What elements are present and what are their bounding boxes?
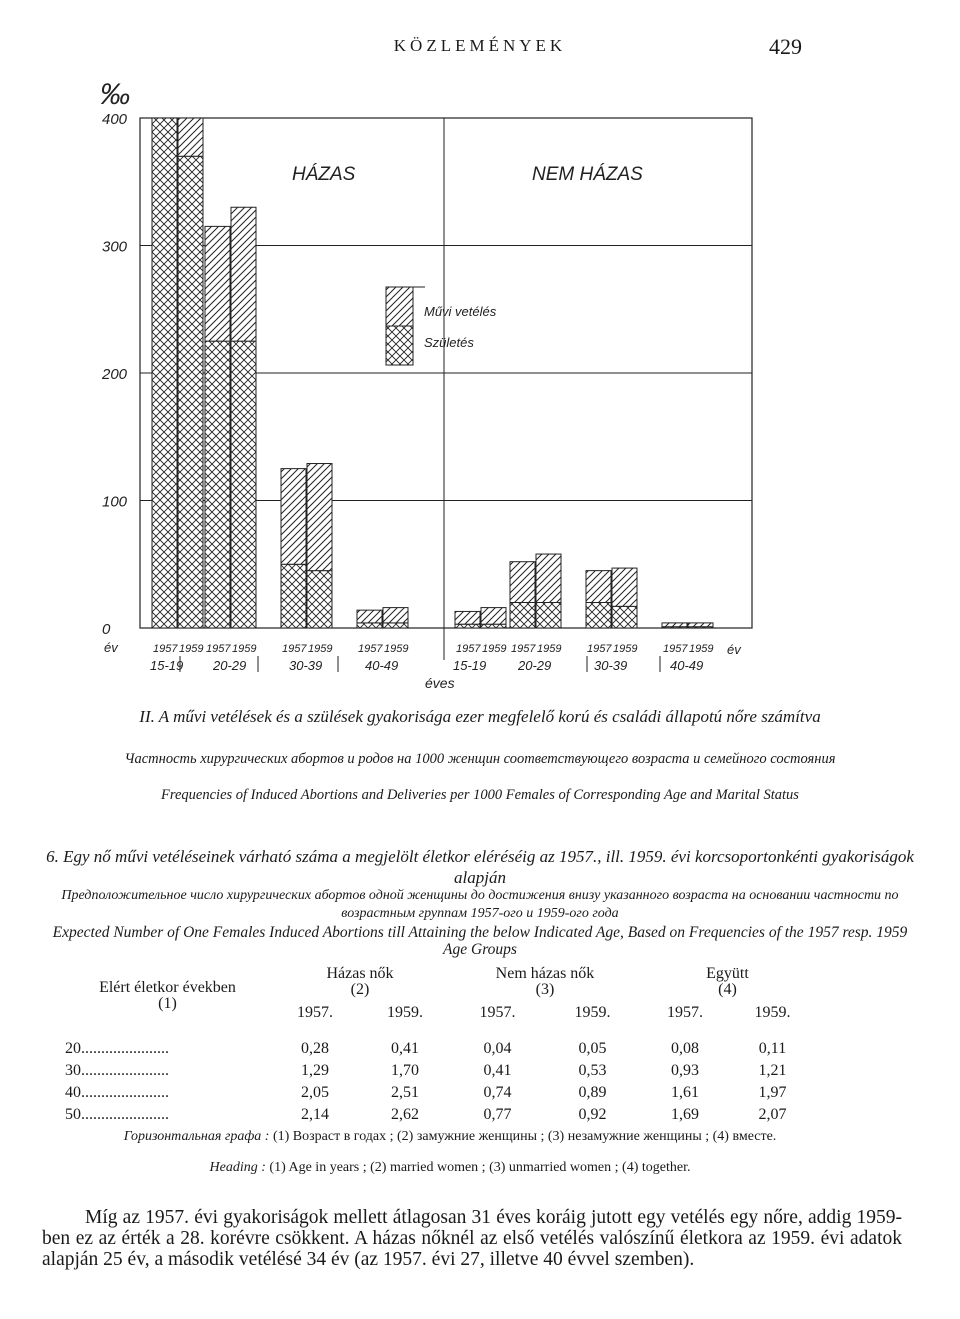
table-caption-en: Expected Number of One Females Induced Abortions till Attaining the below Indicated Age, Based on Frequencies of the 1957 resp. 1959 Age Groups xyxy=(52,924,908,958)
table-row xyxy=(65,1082,815,1104)
year-header: 1959. xyxy=(754,1004,791,1021)
group-header-name: Nem házas nők xyxy=(495,965,595,982)
table-cell: 2,05 xyxy=(301,1084,329,1101)
year-header: 1957. xyxy=(479,1004,516,1021)
bar-chart xyxy=(0,60,960,700)
bar-abortions xyxy=(231,207,256,341)
age-group-label: 40-49 xyxy=(670,658,704,673)
table-cell: 1,29 xyxy=(301,1062,329,1079)
year-tick-label: 1959 xyxy=(689,643,714,655)
bar-abortions xyxy=(383,608,408,623)
group-header xyxy=(270,966,450,998)
row-label: 40 xyxy=(65,1084,81,1101)
table-cell: 2,07 xyxy=(758,1106,787,1123)
year-tick-label: 1959 xyxy=(384,643,409,655)
year-tick-label: 1959 xyxy=(613,643,638,655)
table-row xyxy=(65,1104,815,1126)
table-note-en-label: Heading : xyxy=(209,1160,266,1175)
table-cell: 0,92 xyxy=(578,1106,607,1123)
year-tick-label: 1957 xyxy=(456,643,481,655)
row-label-cell xyxy=(65,1082,270,1104)
table-note-ru-text: (1) Возраст в годах ; (2) замужние женщины ; (3) незамужние женщины ; (4) вместе. xyxy=(269,1129,777,1144)
age-group-label: 30-39 xyxy=(594,658,628,673)
legend-label-birth: Születés xyxy=(424,335,474,350)
age-group-label: 20-29 xyxy=(213,658,247,673)
leader-dots: ...................... xyxy=(81,1106,169,1123)
bar-abortions xyxy=(481,608,506,625)
year-tick-label: 1957 xyxy=(282,643,307,655)
age-group-label: 20-29 xyxy=(518,658,552,673)
age-group-label: 15-19 xyxy=(150,658,184,673)
panel-label-married: HÁZAS xyxy=(292,164,356,185)
table-cell: 0,93 xyxy=(671,1062,699,1079)
year-tick-label: 1957 xyxy=(358,643,383,655)
year-header: 1959. xyxy=(387,1004,423,1021)
bar-births xyxy=(510,603,535,629)
bar-births xyxy=(307,571,332,628)
group-header-name: Házas nők xyxy=(326,965,394,982)
group-header-num: (4) xyxy=(718,981,737,998)
year-tick-label: 1957 xyxy=(587,643,612,655)
y-tick-label: 300 xyxy=(102,238,128,256)
bar-births xyxy=(612,606,637,628)
table-cell: 0,05 xyxy=(578,1040,607,1057)
panel-label-unmarried: NEM HÁZAS xyxy=(532,164,643,185)
bar-births xyxy=(383,623,408,628)
bar-births xyxy=(536,603,561,629)
bar-abortions xyxy=(612,568,637,606)
table-cell: 1,69 xyxy=(671,1106,699,1123)
y-tick-label: 200 xyxy=(102,366,128,383)
legend-swatch-birth xyxy=(386,326,413,365)
year-tick-label: 1959 xyxy=(308,643,333,655)
bar-births xyxy=(205,341,230,628)
age-group-label: 15-19 xyxy=(453,658,487,673)
bar-abortions xyxy=(357,610,382,623)
row-header-num: (1) xyxy=(158,995,177,1012)
figure-caption-ru: Частность хирургических абортов и родов на 1000 женщин соответствующего возраста и семейного состояния xyxy=(124,751,836,767)
year-tick-label: 1957 xyxy=(511,643,536,655)
abortion-table xyxy=(65,966,815,1126)
row-label: 20 xyxy=(65,1040,81,1057)
running-header: KÖZLEMÉNYEK xyxy=(393,36,567,55)
row-label-cell xyxy=(65,1060,270,1082)
year-axis-label: év xyxy=(104,640,118,655)
table-cell: 2,14 xyxy=(301,1106,329,1123)
table-cell: 0,04 xyxy=(483,1040,512,1057)
table-row xyxy=(65,1060,815,1082)
x-axis-label: éves xyxy=(425,675,455,691)
bar-births xyxy=(586,603,611,629)
bar-abortions xyxy=(307,464,332,571)
group-header xyxy=(450,966,640,998)
table-row xyxy=(65,1038,815,1060)
bar-abortions xyxy=(536,554,561,602)
year-axis-label-right: év xyxy=(727,642,741,657)
table-cell: 1,70 xyxy=(391,1062,419,1079)
body-paragraph: Míg az 1957. évi gyakoriságok mellett átlagosan 31 éves koráig jutott egy vetélés egy nőre, addig 1959-ben ez az érték a 28. korévre csökkent. A házas nőknél az első vetélés valószínű életkora az 1959. évi adatok alapján 25 év, a második vetélésé 34 év (az 1957. évi 27, illetve 40 évvel szemben). xyxy=(42,1207,902,1270)
table-note-ru-label: Горизонтальная графа : xyxy=(123,1129,270,1144)
table-cell: 1,21 xyxy=(758,1062,787,1079)
bar-births xyxy=(481,624,506,628)
page-number: 429 xyxy=(769,34,802,59)
table-cell: 0,77 xyxy=(483,1106,512,1123)
year-tick-label: 1957 xyxy=(663,643,688,655)
legend-swatch-abortion xyxy=(386,287,413,326)
bar-abortions xyxy=(281,469,306,565)
unit-label: ‰ xyxy=(100,78,130,111)
year-tick-label: 1957 xyxy=(206,643,231,655)
table-cell: 0,28 xyxy=(301,1040,329,1057)
table-cell: 0,41 xyxy=(483,1062,512,1079)
figure-caption-en: Frequencies of Induced Abortions and Deliveries per 1000 Females of Corresponding Age and Marital Status xyxy=(161,787,799,803)
group-header-num: (2) xyxy=(350,981,370,998)
table-cell: 2,62 xyxy=(391,1106,419,1123)
y-tick-label: 400 xyxy=(102,111,128,128)
year-tick-label: 1959 xyxy=(232,643,257,655)
row-label: 30 xyxy=(65,1062,81,1079)
figure-caption-hu: II. A művi vetélések és a szülések gyakorisága ezer megfelelő korú és családi állapotú nőre számítva xyxy=(139,707,821,726)
bar-births xyxy=(178,156,203,628)
year-header: 1957. xyxy=(297,1004,333,1021)
group-header xyxy=(640,966,815,998)
bar-births xyxy=(152,118,177,628)
age-group-label: 30-39 xyxy=(289,658,323,673)
row-label: 50 xyxy=(65,1106,81,1123)
group-header-name: Együtt xyxy=(706,965,749,982)
bar-abortions xyxy=(510,562,535,603)
table-cell: 1,97 xyxy=(758,1084,787,1101)
bar-abortions xyxy=(662,623,687,627)
bar-births xyxy=(357,623,382,628)
legend-label-abortion: Művi vetélés xyxy=(424,304,497,319)
year-tick-label: 1957 xyxy=(153,643,178,655)
group-header-num: (3) xyxy=(535,981,555,998)
leader-dots: ...................... xyxy=(81,1040,169,1057)
table-cell: 0,41 xyxy=(391,1040,419,1057)
bar-abortions xyxy=(205,226,230,341)
bar-abortions xyxy=(455,611,480,624)
bar-abortions xyxy=(688,623,713,627)
year-tick-label: 1959 xyxy=(179,643,204,655)
year-header: 1957. xyxy=(667,1004,703,1021)
table-caption-ru: Предположительное число хирургических абортов одной женщины до достижения внизу указанного возраста на основании частности по возрастным группам 1957-ого и 1959-ого года xyxy=(61,888,899,921)
bar-births xyxy=(281,564,306,628)
table-cell: 0,53 xyxy=(578,1062,607,1079)
table-note-ru xyxy=(80,1128,820,1146)
table-cell: 0,74 xyxy=(483,1084,512,1101)
bar-abortions xyxy=(178,118,203,156)
table-note-en-text: (1) Age in years ; (2) married women ; (3) unmarried women ; (4) together. xyxy=(265,1160,691,1175)
year-header: 1959. xyxy=(574,1004,611,1021)
table-cell: 0,08 xyxy=(671,1040,699,1057)
row-label-cell xyxy=(65,1038,270,1060)
table-cell: 2,51 xyxy=(391,1084,419,1101)
bar-births xyxy=(231,341,256,628)
y-tick-label: 0 xyxy=(102,621,111,638)
table-caption-hu: 6. Egy nő művi vetéléseinek várható száma a megjelölt életkor eléréséig az 1957., ill. 1959. évi korcsoportonkénti gyakoriságok alapján xyxy=(46,847,914,887)
table-cell: 0,89 xyxy=(578,1084,607,1101)
leader-dots: ...................... xyxy=(81,1084,169,1101)
year-tick-label: 1959 xyxy=(482,643,507,655)
row-label-cell xyxy=(65,1104,270,1126)
y-tick-label: 100 xyxy=(102,493,128,511)
year-tick-label: 1959 xyxy=(537,643,562,655)
row-header-cell xyxy=(65,966,270,1028)
table-cell: 0,11 xyxy=(758,1040,787,1057)
table-note-en xyxy=(80,1160,820,1176)
bar-births xyxy=(455,624,480,628)
table-cell: 1,61 xyxy=(671,1084,699,1101)
leader-dots: ...................... xyxy=(81,1062,169,1079)
age-group-label: 40-49 xyxy=(365,658,399,673)
row-header-label: Elért életkor években xyxy=(99,979,236,996)
bar-abortions xyxy=(586,571,611,603)
